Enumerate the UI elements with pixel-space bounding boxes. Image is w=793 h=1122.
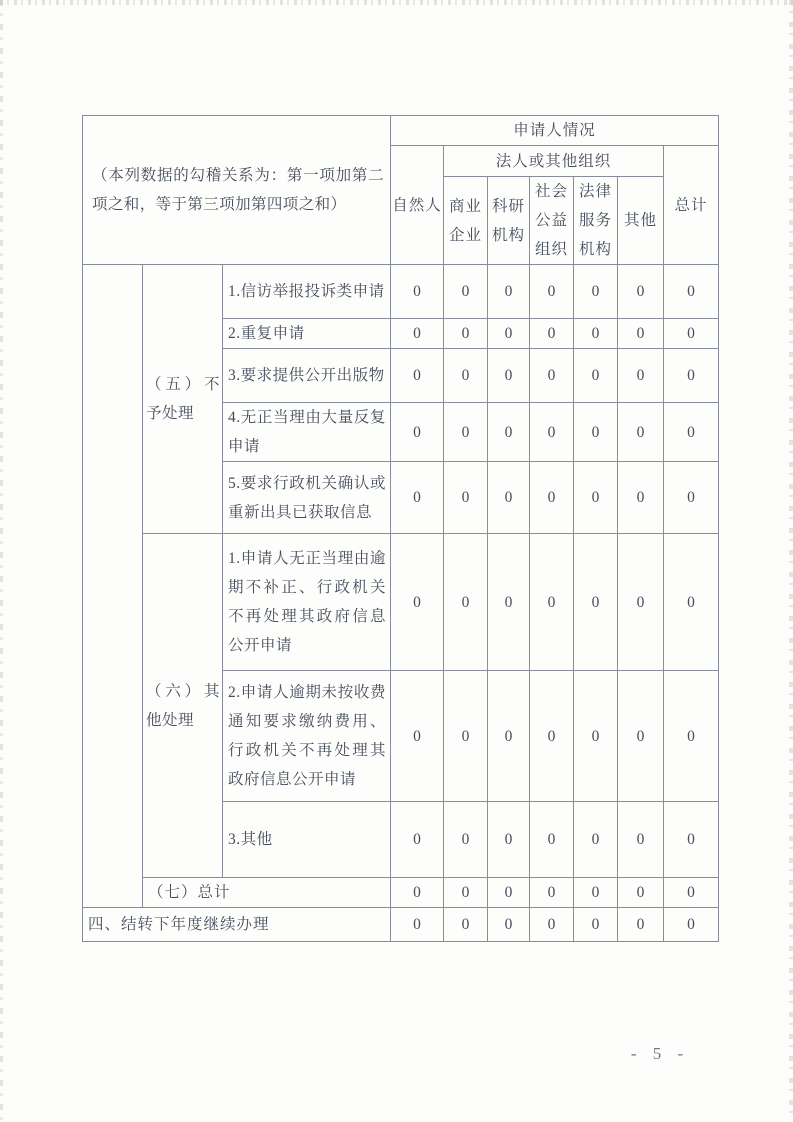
value-cell: 0 — [444, 462, 488, 534]
value-cell: 0 — [488, 319, 530, 349]
value-cell: 0 — [444, 878, 488, 908]
header-natural-person: 自然人 — [391, 146, 444, 265]
value-cell: 0 — [530, 878, 574, 908]
value-cell: 0 — [530, 802, 574, 878]
value-cell: 0 — [488, 462, 530, 534]
value-cell: 0 — [574, 349, 618, 403]
report-table — [82, 115, 719, 942]
header-research-institution: 科研机构 — [488, 177, 530, 265]
section6-label: （六）其他处理 — [143, 534, 223, 878]
scan-artifact-left-edge — [0, 0, 3, 1122]
value-cell: 0 — [574, 534, 618, 671]
value-cell: 0 — [391, 462, 444, 534]
value-cell: 0 — [664, 878, 719, 908]
value-cell: 0 — [618, 908, 664, 942]
section5-label: （五）不予处理 — [143, 265, 223, 534]
value-cell: 0 — [488, 403, 530, 462]
value-cell: 0 — [488, 534, 530, 671]
reconciliation-note: （本列数据的勾稽关系为：第一项加第二项之和，等于第三项加第四项之和） — [83, 116, 391, 265]
value-cell: 0 — [530, 671, 574, 802]
value-cell: 0 — [618, 878, 664, 908]
value-cell: 0 — [574, 878, 618, 908]
value-cell: 0 — [391, 403, 444, 462]
value-cell: 0 — [488, 878, 530, 908]
value-cell: 0 — [574, 319, 618, 349]
value-cell: 0 — [444, 349, 488, 403]
row-label: 5.要求行政机关确认或重新出具已获取信息 — [223, 462, 391, 534]
header-applicant-status: 申请人情况 — [391, 116, 719, 146]
value-cell: 0 — [391, 878, 444, 908]
value-cell: 0 — [618, 462, 664, 534]
value-cell: 0 — [664, 908, 719, 942]
value-cell: 0 — [664, 802, 719, 878]
value-cell: 0 — [488, 908, 530, 942]
value-cell: 0 — [664, 403, 719, 462]
value-cell: 0 — [391, 349, 444, 403]
value-cell: 0 — [444, 802, 488, 878]
value-cell: 0 — [664, 671, 719, 802]
value-cell: 0 — [618, 319, 664, 349]
value-cell: 0 — [618, 265, 664, 319]
value-cell: 0 — [618, 534, 664, 671]
left-spacer-cell — [83, 265, 143, 908]
page-number: - 5 - — [630, 1044, 690, 1063]
value-cell: 0 — [444, 671, 488, 802]
value-cell: 0 — [574, 462, 618, 534]
value-cell: 0 — [530, 403, 574, 462]
value-cell: 0 — [574, 403, 618, 462]
value-cell: 0 — [530, 534, 574, 671]
scan-artifact-right-edge — [789, 0, 793, 1122]
row-label: 2.重复申请 — [223, 319, 391, 349]
value-cell: 0 — [618, 671, 664, 802]
value-cell: 0 — [618, 349, 664, 403]
value-cell: 0 — [530, 908, 574, 942]
value-cell: 0 — [488, 349, 530, 403]
header-other: 其他 — [618, 177, 664, 265]
value-cell: 0 — [664, 462, 719, 534]
value-cell: 0 — [444, 403, 488, 462]
value-cell: 0 — [444, 908, 488, 942]
header-legal-service-org: 法律服务机构 — [574, 177, 618, 265]
value-cell: 0 — [530, 319, 574, 349]
statistics-table-container — [82, 115, 719, 942]
value-cell: 0 — [664, 319, 719, 349]
header-social-welfare-org: 社会公益组织 — [530, 177, 574, 265]
value-cell: 0 — [391, 265, 444, 319]
value-cell: 0 — [530, 349, 574, 403]
header-commercial-enterprise: 商业企业 — [444, 177, 488, 265]
value-cell: 0 — [574, 908, 618, 942]
value-cell: 0 — [391, 802, 444, 878]
value-cell: 0 — [664, 265, 719, 319]
value-cell: 0 — [488, 265, 530, 319]
value-cell: 0 — [574, 265, 618, 319]
value-cell: 0 — [444, 319, 488, 349]
value-cell: 0 — [391, 671, 444, 802]
row-label: 3.要求提供公开出版物 — [223, 349, 391, 403]
value-cell: 0 — [664, 349, 719, 403]
value-cell: 0 — [574, 802, 618, 878]
value-cell: 0 — [664, 534, 719, 671]
section7-total-label: （七）总计 — [143, 878, 391, 908]
value-cell: 0 — [488, 802, 530, 878]
value-cell: 0 — [391, 534, 444, 671]
carryover-row-label: 四、结转下年度继续办理 — [83, 908, 391, 942]
header-total: 总计 — [664, 146, 719, 265]
value-cell: 0 — [391, 319, 444, 349]
value-cell: 0 — [530, 462, 574, 534]
value-cell: 0 — [444, 534, 488, 671]
row-label: 3.其他 — [223, 802, 391, 878]
value-cell: 0 — [530, 265, 574, 319]
row-label: 1.信访举报投诉类申请 — [223, 265, 391, 319]
value-cell: 0 — [444, 265, 488, 319]
scan-artifact-top-edge — [0, 0, 793, 5]
value-cell: 0 — [618, 802, 664, 878]
value-cell: 0 — [391, 908, 444, 942]
row-label: 2.申请人逾期未按收费通知要求缴纳费用、行政机关不再处理其政府信息公开申请 — [223, 671, 391, 802]
row-label: 1.申请人无正当理由逾期不补正、行政机关不再处理其政府信息公开申请 — [223, 534, 391, 671]
value-cell: 0 — [574, 671, 618, 802]
value-cell: 0 — [488, 671, 530, 802]
header-legal-or-other-org: 法人或其他组织 — [444, 146, 664, 177]
value-cell: 0 — [618, 403, 664, 462]
row-label: 4.无正当理由大量反复申请 — [223, 403, 391, 462]
